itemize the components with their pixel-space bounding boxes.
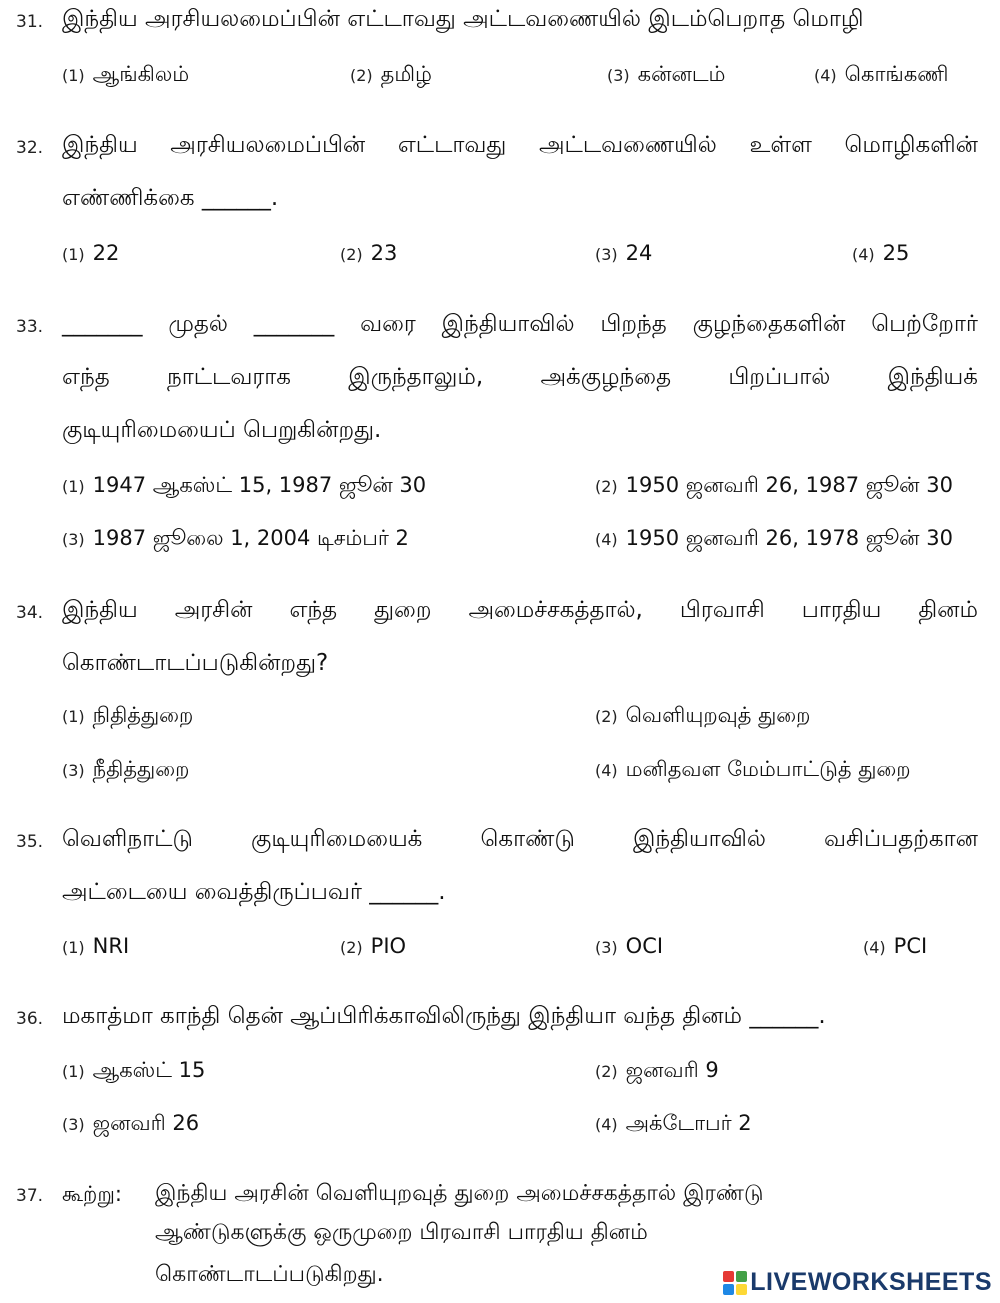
option-4: (4) கொங்கணி [814, 62, 949, 86]
option-4: (4) அக்டோபர் 2 [595, 1111, 752, 1135]
question-number: 31. [16, 12, 44, 32]
statement-line-3: கொண்டாடப்படுகிறது. [155, 1262, 384, 1287]
option-3: (3) நீதித்துறை [62, 757, 190, 781]
statement-label: கூற்று: [62, 1182, 122, 1206]
option-1: (1) 1947 ஆகஸ்ட் 15, 1987 ஜூன் 30 [62, 473, 427, 497]
question-text-line-1: இந்திய அரசின் எந்த துறை அமைச்சகத்தால், பிரவாசி பாரதிய தினம் [62, 597, 978, 623]
option-1: (1) நிதித்துறை [62, 703, 194, 727]
option-4: (4) 25 [852, 241, 910, 265]
option-2: (2) PIO [340, 934, 407, 958]
option-3: (3) ஜனவரி 26 [62, 1111, 200, 1135]
question-text-line-2: எந்த நாட்டவராக இருந்தாலும், அக்குழந்தை பிறப்பால் இந்தியக் [62, 364, 978, 390]
option-2: (2) ஜனவரி 9 [595, 1058, 719, 1082]
statement-line-1: இந்திய அரசின் வெளியுறவுத் துறை அமைச்சகத்தால் இரண்டு [155, 1181, 764, 1206]
option-2: (2) 23 [340, 241, 398, 265]
option-2: (2) வெளியுறவுத் துறை [595, 703, 811, 727]
option-2: (2) 1950 ஜனவரி 26, 1987 ஜூன் 30 [595, 473, 953, 497]
question-text-line-2: எண்ணிக்கை ______. [62, 185, 279, 211]
option-3: (3) 24 [595, 241, 653, 265]
question-number: 34. [16, 603, 44, 623]
option-1: (1) NRI [62, 934, 130, 958]
liveworksheets-logo-text: LIVEWORKSHEETS [750, 1268, 992, 1296]
option-4: (4) PCI [863, 934, 928, 958]
question-number: 36. [16, 1009, 44, 1029]
question-text: மகாத்மா காந்தி தென் ஆப்பிரிக்காவிலிருந்து இந்தியா வந்த தினம் ______. [62, 1003, 826, 1029]
option-3: (3) 1987 ஜூலை 1, 2004 டிசம்பர் 2 [62, 526, 409, 550]
question-text-line-1: _______ முதல் _______ வரை இந்தியாவில் பிறந்த குழந்தைகளின் பெற்றோர் [62, 311, 978, 337]
option-1: (1) ஆகஸ்ட் 15 [62, 1058, 206, 1082]
option-3: (3) OCI [595, 934, 664, 958]
statement-line-2: ஆண்டுகளுக்கு ஒருமுறை பிரவாசி பாரதிய தினம் [155, 1220, 648, 1245]
question-text-line-1: வெளிநாட்டு குடியுரிமையைக் கொண்டு இந்தியாவில் வசிப்பதற்கான [62, 826, 978, 852]
liveworksheets-logo [723, 1268, 992, 1297]
question-text-line-2: அட்டையை வைத்திருப்பவர் ______. [62, 879, 446, 905]
option-2: (2) தமிழ் [350, 62, 432, 86]
question-text-line-1: இந்திய அரசியலமைப்பின் எட்டாவது அட்டவணையில் உள்ள மொழிகளின் [62, 132, 978, 158]
question-number: 33. [16, 317, 44, 337]
question-number: 32. [16, 138, 44, 158]
question-number: 35. [16, 832, 44, 852]
question-number: 37. [16, 1186, 44, 1206]
option-1: (1) ஆங்கிலம் [62, 62, 190, 86]
liveworksheets-logo-icon [723, 1271, 747, 1295]
option-3: (3) கன்னடம் [607, 62, 726, 86]
option-4: (4) 1950 ஜனவரி 26, 1978 ஜூன் 30 [595, 526, 953, 550]
option-1: (1) 22 [62, 241, 120, 265]
option-4: (4) மனிதவள மேம்பாட்டுத் துறை [595, 757, 911, 781]
question-text-line-2: கொண்டாடப்படுகின்றது? [62, 650, 329, 676]
question-text-line-3: குடியுரிமையைப் பெறுகின்றது. [62, 417, 382, 443]
question-text: இந்திய அரசியலமைப்பின் எட்டாவது அட்டவணையில் இடம்பெறாத மொழி [62, 6, 864, 32]
